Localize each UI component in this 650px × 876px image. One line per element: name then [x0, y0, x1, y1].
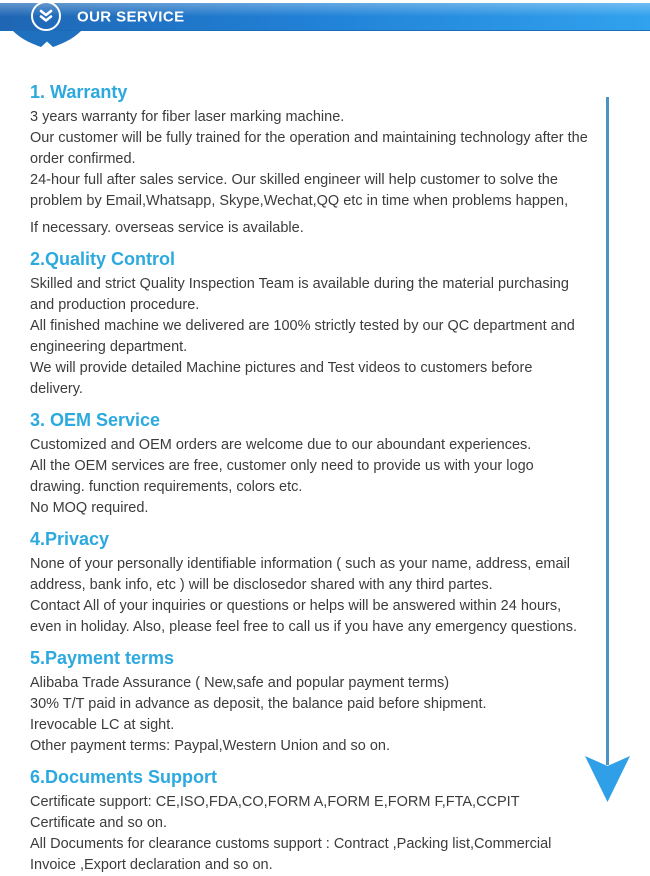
- section-privacy: [30, 529, 588, 638]
- section-heading: 1. Warranty: [30, 82, 128, 102]
- section-payment-terms: [30, 648, 588, 757]
- section-paragraph: Alibaba Trade Assurance ( New,safe and popular payment terms): [30, 675, 450, 691]
- section-heading: 5.Payment terms: [30, 648, 175, 668]
- section-heading: 2.Quality Control: [30, 249, 176, 269]
- section-paragraph: No MOQ required.: [30, 500, 149, 516]
- section-heading: 6.Documents Support: [30, 767, 218, 787]
- header-badge-tab: [13, 31, 81, 48]
- section-paragraph: 3 years warranty for fiber laser marking machine.: [30, 109, 345, 125]
- section-paragraph: All finished machine we delivered are 100% strictly tested by our QC department and engineering department.: [30, 318, 575, 355]
- down-arrow-decoration: [585, 97, 631, 802]
- section-header-bar: [0, 3, 650, 31]
- section-paragraph: Irevocable LC at sight.: [30, 717, 175, 733]
- section-warranty: [30, 82, 588, 239]
- section-paragraph: None of your personally identifiable information ( such as your name, address, email address, bank info, etc ) will be disclosedor shared with any third partes.: [30, 556, 570, 593]
- page-title: OUR SERVICE: [77, 8, 185, 25]
- section-paragraph: All Documents for clearance customs support : Contract ,Packing list,Commercial Invoice ,Export declaration and so on.: [30, 836, 552, 873]
- section-paragraph: 30% T/T paid in advance as deposit, the balance paid before shipment.: [30, 696, 487, 712]
- section-heading: 4.Privacy: [30, 529, 110, 549]
- section-paragraph: Our customer will be fully trained for the operation and maintaining technology after the order confirmed.: [30, 130, 588, 167]
- section-heading: 3. OEM Service: [30, 410, 161, 430]
- arrow-shaft: [606, 97, 609, 765]
- chevron-double-down-icon: [31, 1, 61, 31]
- section-paragraph: If necessary. overseas service is available.: [30, 220, 304, 236]
- arrow-down-icon: [585, 756, 630, 802]
- section-quality-control: [30, 249, 588, 400]
- section-paragraph: Skilled and strict Quality Inspection Team is available during the material purchasing and production procedure.: [30, 276, 569, 313]
- section-paragraph: We will provide detailed Machine pictures and Test videos to customers before delivery.: [30, 360, 533, 397]
- section-paragraph: Other payment terms: Paypal,Western Union and so on.: [30, 738, 390, 754]
- section-documents-support: [30, 767, 588, 876]
- section-paragraph: 24-hour full after sales service. Our skilled engineer will help customer to solve the problem by Email,Whatsapp, Skype,Wechat,QQ etc in time when problems happen,: [30, 172, 569, 209]
- section-paragraph: All the OEM services are free, customer only need to provide us with your logo drawing. function requirements, colors etc.: [30, 458, 534, 495]
- section-paragraph: Contact All of your inquiries or questions or helps will be answered within 24 hours, even in holiday. Also, please feel free to call us if you have any emergency questions.: [30, 598, 578, 635]
- section-paragraph: Customized and OEM orders are welcome due to our aboundant experiences.: [30, 437, 532, 453]
- section-paragraph: Certificate support: CE,ISO,FDA,CO,FORM A,FORM E,FORM F,FTA,CCPIT Certificate and so on.: [30, 794, 520, 831]
- section-oem-service: [30, 410, 588, 519]
- service-content: [30, 82, 588, 876]
